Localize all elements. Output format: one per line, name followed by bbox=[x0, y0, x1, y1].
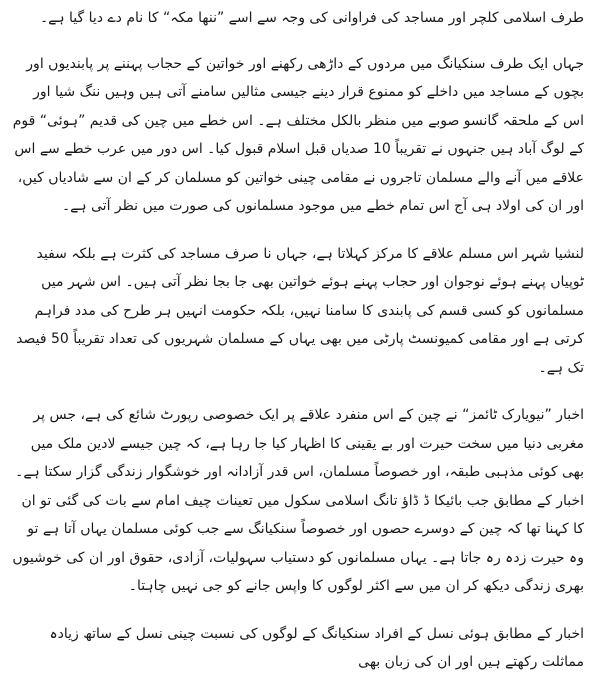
paragraph-3: لنشیا شہر اس مسلم علاقے کا مرکز کہلاتا ہے، جہاں نا صرف مساجد کی کثرت ہے بلکہ سفید ٹوپیاں پہنے ہوئے نوجوان اور حجاب پہنے ہوئے خواتین بھی جا بجا نظر آتی ہیں۔ اس شہر میں مسلمانوں کو کسی قسم کی پابندی کا سامنا نہیں، بلکہ حکومت انہیں ہر طرح کی مدد فراہم کرتی ہے اور مقامی کمیونسٹ پارٹی میں بھی یہاں کے مسلمان شہریوں کی تعداد تقریباً 50 فیصد تک ہے۔ bbox=[16, 245, 584, 376]
paragraph-1: طرف اسلامی کلچر اور مساجد کی فراوانی کی وجہ سے اسے ”ننھا مکہ“ کا نام دے دیا گیا ہے۔ bbox=[39, 10, 584, 26]
paragraph-4: اخبار ”نیویارک ٹائمز“ نے چین کے اس منفرد علاقے پر ایک خصوصی رپورٹ شائع کی ہے، جس پر مغربی دنیا میں سخت حیرت اور بے یقینی کا اظہار کیا جا رہا ہے، کہ چین جیسے لادین ملک میں بھی کوئی مذہبی طبقہ، اور خصوصاً مسلمان، اس قدر آزادانہ اور خوشگوار زندگی گزار سکتا ہے۔ اخبار کے مطابق جب بائیکا ڈ ڈاؤ تانگ اسلامی سکول میں تعینات چیف امام سے بات کی گئی تو ان کا کہنا تھا کہ چین کے دوسرے حصوں اور خصوصاً سنکیانگ سے جب کوئی مسلمان یہاں آتا ہے تو وہ حیرت زدہ رہ جاتا ہے۔ یہاں مسلمانوں کو دستیاب سہولیات، آزادی، حقوق اور ان کی خوشیوں بھری زندگی دیکھ کر ان میں سے اکثر لوگوں کا واپس جانے کو جی نہیں چاہتا۔ bbox=[12, 407, 584, 594]
paragraph-2: جہاں ایک طرف سنکیانگ میں مردوں کے داڑھی رکھنے اور خواتین کے حجاب پہننے پر پابندیوں اور بچوں کے مساجد میں داخلے کو ممنوع قرار دینے جیسی مثالیں سامنے آتی ہیں وہیں ننگ شیا اور اس کے ملحقہ گانسو صوبے میں منظر بالکل مختلف ہے۔ اس خطے میں چین کی قدیم ”ہوئی“ قوم کے لوگ آباد ہیں جنہوں نے تقریباً 10 صدیاں قبل اسلام قبول کیا۔ اس دور میں عرب خطے سے اس علاقے میں آنے والے مسلمان تاجروں نے مقامی چینی خواتین کو مسلمان کر کے ان سے شادیاں کیں، اور ان کی اولاد ہی آج اس تمام خطے میں موجود مسلمانوں کی صورت میں نظر آتی ہے۔ bbox=[12, 55, 584, 214]
paragraph-5: اخبار کے مطابق ہوئی نسل کے افراد سنکیانگ کے لوگوں کی نسبت چینی نسل کے ساتھ زیادہ مماثلت رکھتے ہیں اور ان کی زبان بھی bbox=[49, 625, 584, 670]
